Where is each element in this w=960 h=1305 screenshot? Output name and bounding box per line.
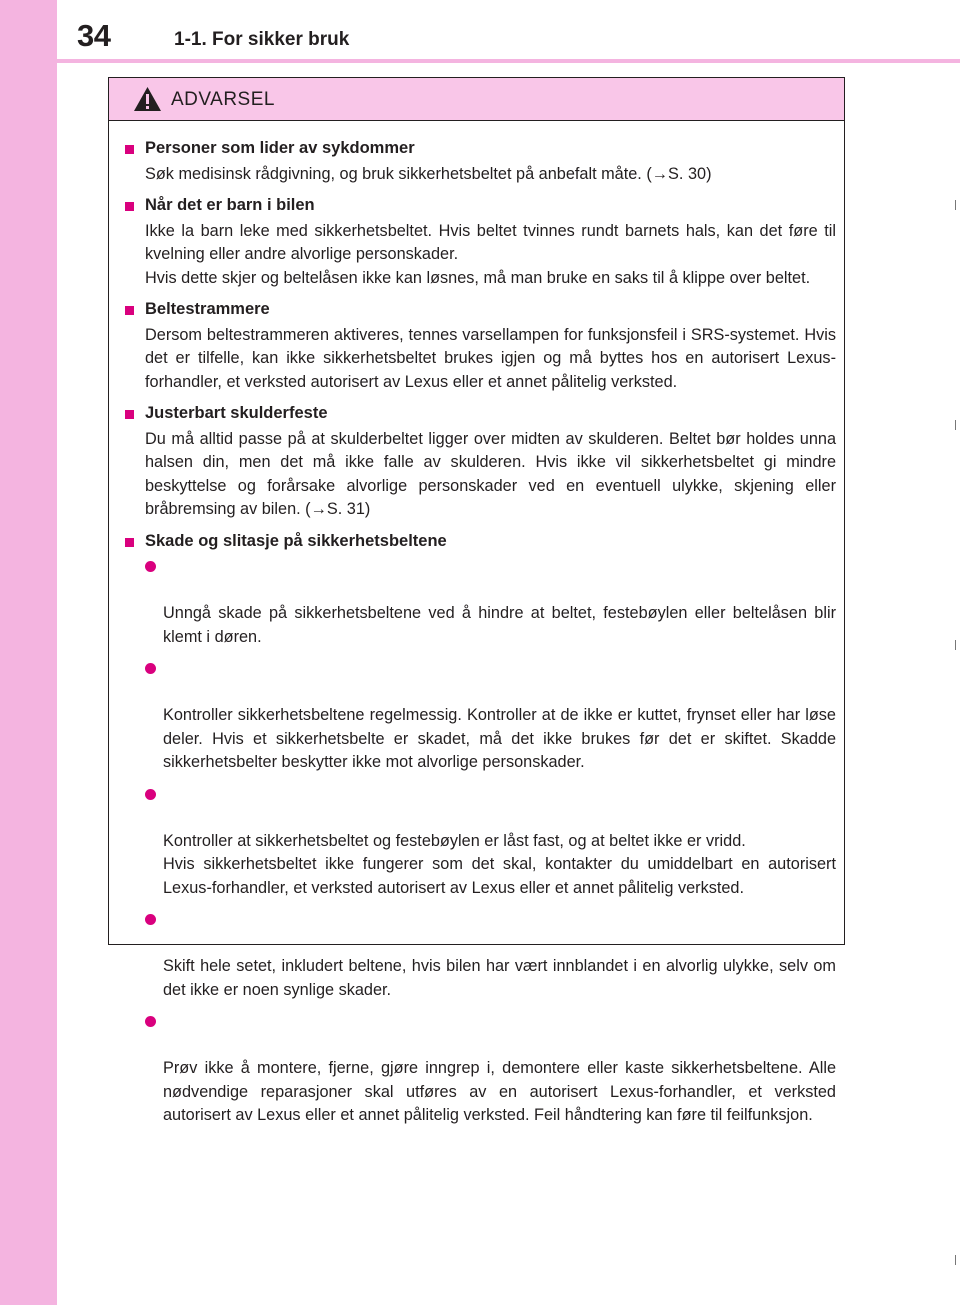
round-bullet-icon [145,914,156,925]
edge-mark [955,640,956,650]
side-color-strip [0,0,57,1305]
topic-title: Justerbart skulderfeste [145,404,328,422]
round-bullet-icon [145,561,156,572]
edge-mark [955,1255,956,1265]
topic-title: Skade og slitasje på sikkerhetsbeltene [145,531,447,550]
list-item-text: Prøv ikke å montere, fjerne, gjøre inngrep i, demontere eller kaste sikkerhetsbeltene. Alle nødvendige reparasjoner skal utføres av en autorisert Lexus-forhandler, et verksted autorisert av Lexus eller et annet pålitelig verksted. Feil håndtering kan føre til feilfunksjon. [163,1059,836,1124]
topic-heading [119,298,836,322]
warning-label: ADVARSEL [171,89,275,110]
topic-text: Ikke la barn leke med sikkerhetsbeltet. Hvis beltet tvinnes rundt barnets hals, kan det føre til kvelning eller andre alvorlige personskader. Hvis dette skjer og beltelåsen ikke kan løsnes, må man bruke en saks til å klippe over beltet. [145,221,836,287]
square-bullet-icon [125,538,134,547]
warning-body [109,121,844,1128]
topic-heading [119,402,836,426]
topic-text: Søk medisinsk rådgivning, og bruk sikkerhetsbeltet på anbefalt måte. (→S. 30) [145,164,712,183]
list-item [119,908,836,1002]
topic-title: Når det er barn i bilen [145,196,315,214]
topic-text: Du må alltid passe på at skulderbeltet ligger over midten av skulderen. Beltet bør holdes unna halsen din, men det må ikke falle av skulderen. Hvis ikke vil sikkerhetsbeltet gi mindre beskyttelse og forårsake alvorlige personskader ved en eventuell ulykke, skjening eller bråbremsing av bilen. (→S. 31) [145,429,836,518]
list-item-text: Unngå skade på sikkerhetsbeltene ved å hindre at beltet, festebøylen eller beltelåsen blir klemt i døren. [163,604,836,646]
topic-pretensioners [119,298,836,394]
list-item-text: Kontroller at sikkerhetsbeltet og festebøylen er låst fast, og at beltet ikke er vridd. Hvis sikkerhetsbeltet ikke fungerer som det skal, kontakter du umiddelbart en autorisert Lexus-forhandler, et verksted autorisert av Lexus eller et annet pålitelig verksted. [163,831,836,897]
topic-heading [119,530,836,554]
square-bullet-icon [125,410,134,419]
warning-triangle-icon [133,86,162,112]
page-header [57,0,960,60]
warning-header [109,78,844,121]
square-bullet-icon [125,145,134,154]
topic-title: Beltestrammere [145,300,270,318]
list-item [119,783,836,901]
list-item-text: Skift hele setet, inkludert beltene, hvis bilen har vært innblandet i en alvorlig ulykke, selv om det ikke er noen synlige skader. [163,957,836,999]
round-bullet-icon [145,789,156,800]
list-item [119,657,836,775]
list-item [119,1010,836,1128]
topic-illness [119,137,836,186]
list-item-text: Kontroller sikkerhetsbeltene regelmessig. Kontroller at de ikke er kuttet, frynset eller har løse deler. Hvis et sikkerhetsbelte er skadet, må det ikke brukes før det er skiftet. Skadde sikkerhetsbelter beskytter ikke mot alvorlige personskader. [163,706,836,771]
page-number: 34 [77,18,111,53]
topic-shoulder-anchor [119,402,836,522]
topic-children [119,194,836,290]
list-item [119,555,836,649]
topic-text: Dersom beltestrammeren aktiveres, tennes varsellampen for funksjonsfeil i SRS-systemet. Hvis det er tilfelle, kan ikke sikkerhetsbeltet brukes igjen og må byttes hos en autorisert Lexus-forhandler, et verksted autorisert av Lexus eller et annet pålitelig verksted. [145,325,836,391]
section-title: 1-1. For sikker bruk [174,29,350,50]
topic-title: Personer som lider av sykdommer [145,139,415,157]
topic-heading [119,194,836,218]
square-bullet-icon [125,306,134,315]
round-bullet-icon [145,1016,156,1027]
square-bullet-icon [125,202,134,211]
topic-heading [119,137,836,161]
warning-box [108,77,845,1124]
edge-mark [955,420,956,430]
round-bullet-icon [145,663,156,674]
topic-damage-wear [119,530,836,1128]
edge-mark [955,200,956,210]
header-rule [57,59,960,63]
